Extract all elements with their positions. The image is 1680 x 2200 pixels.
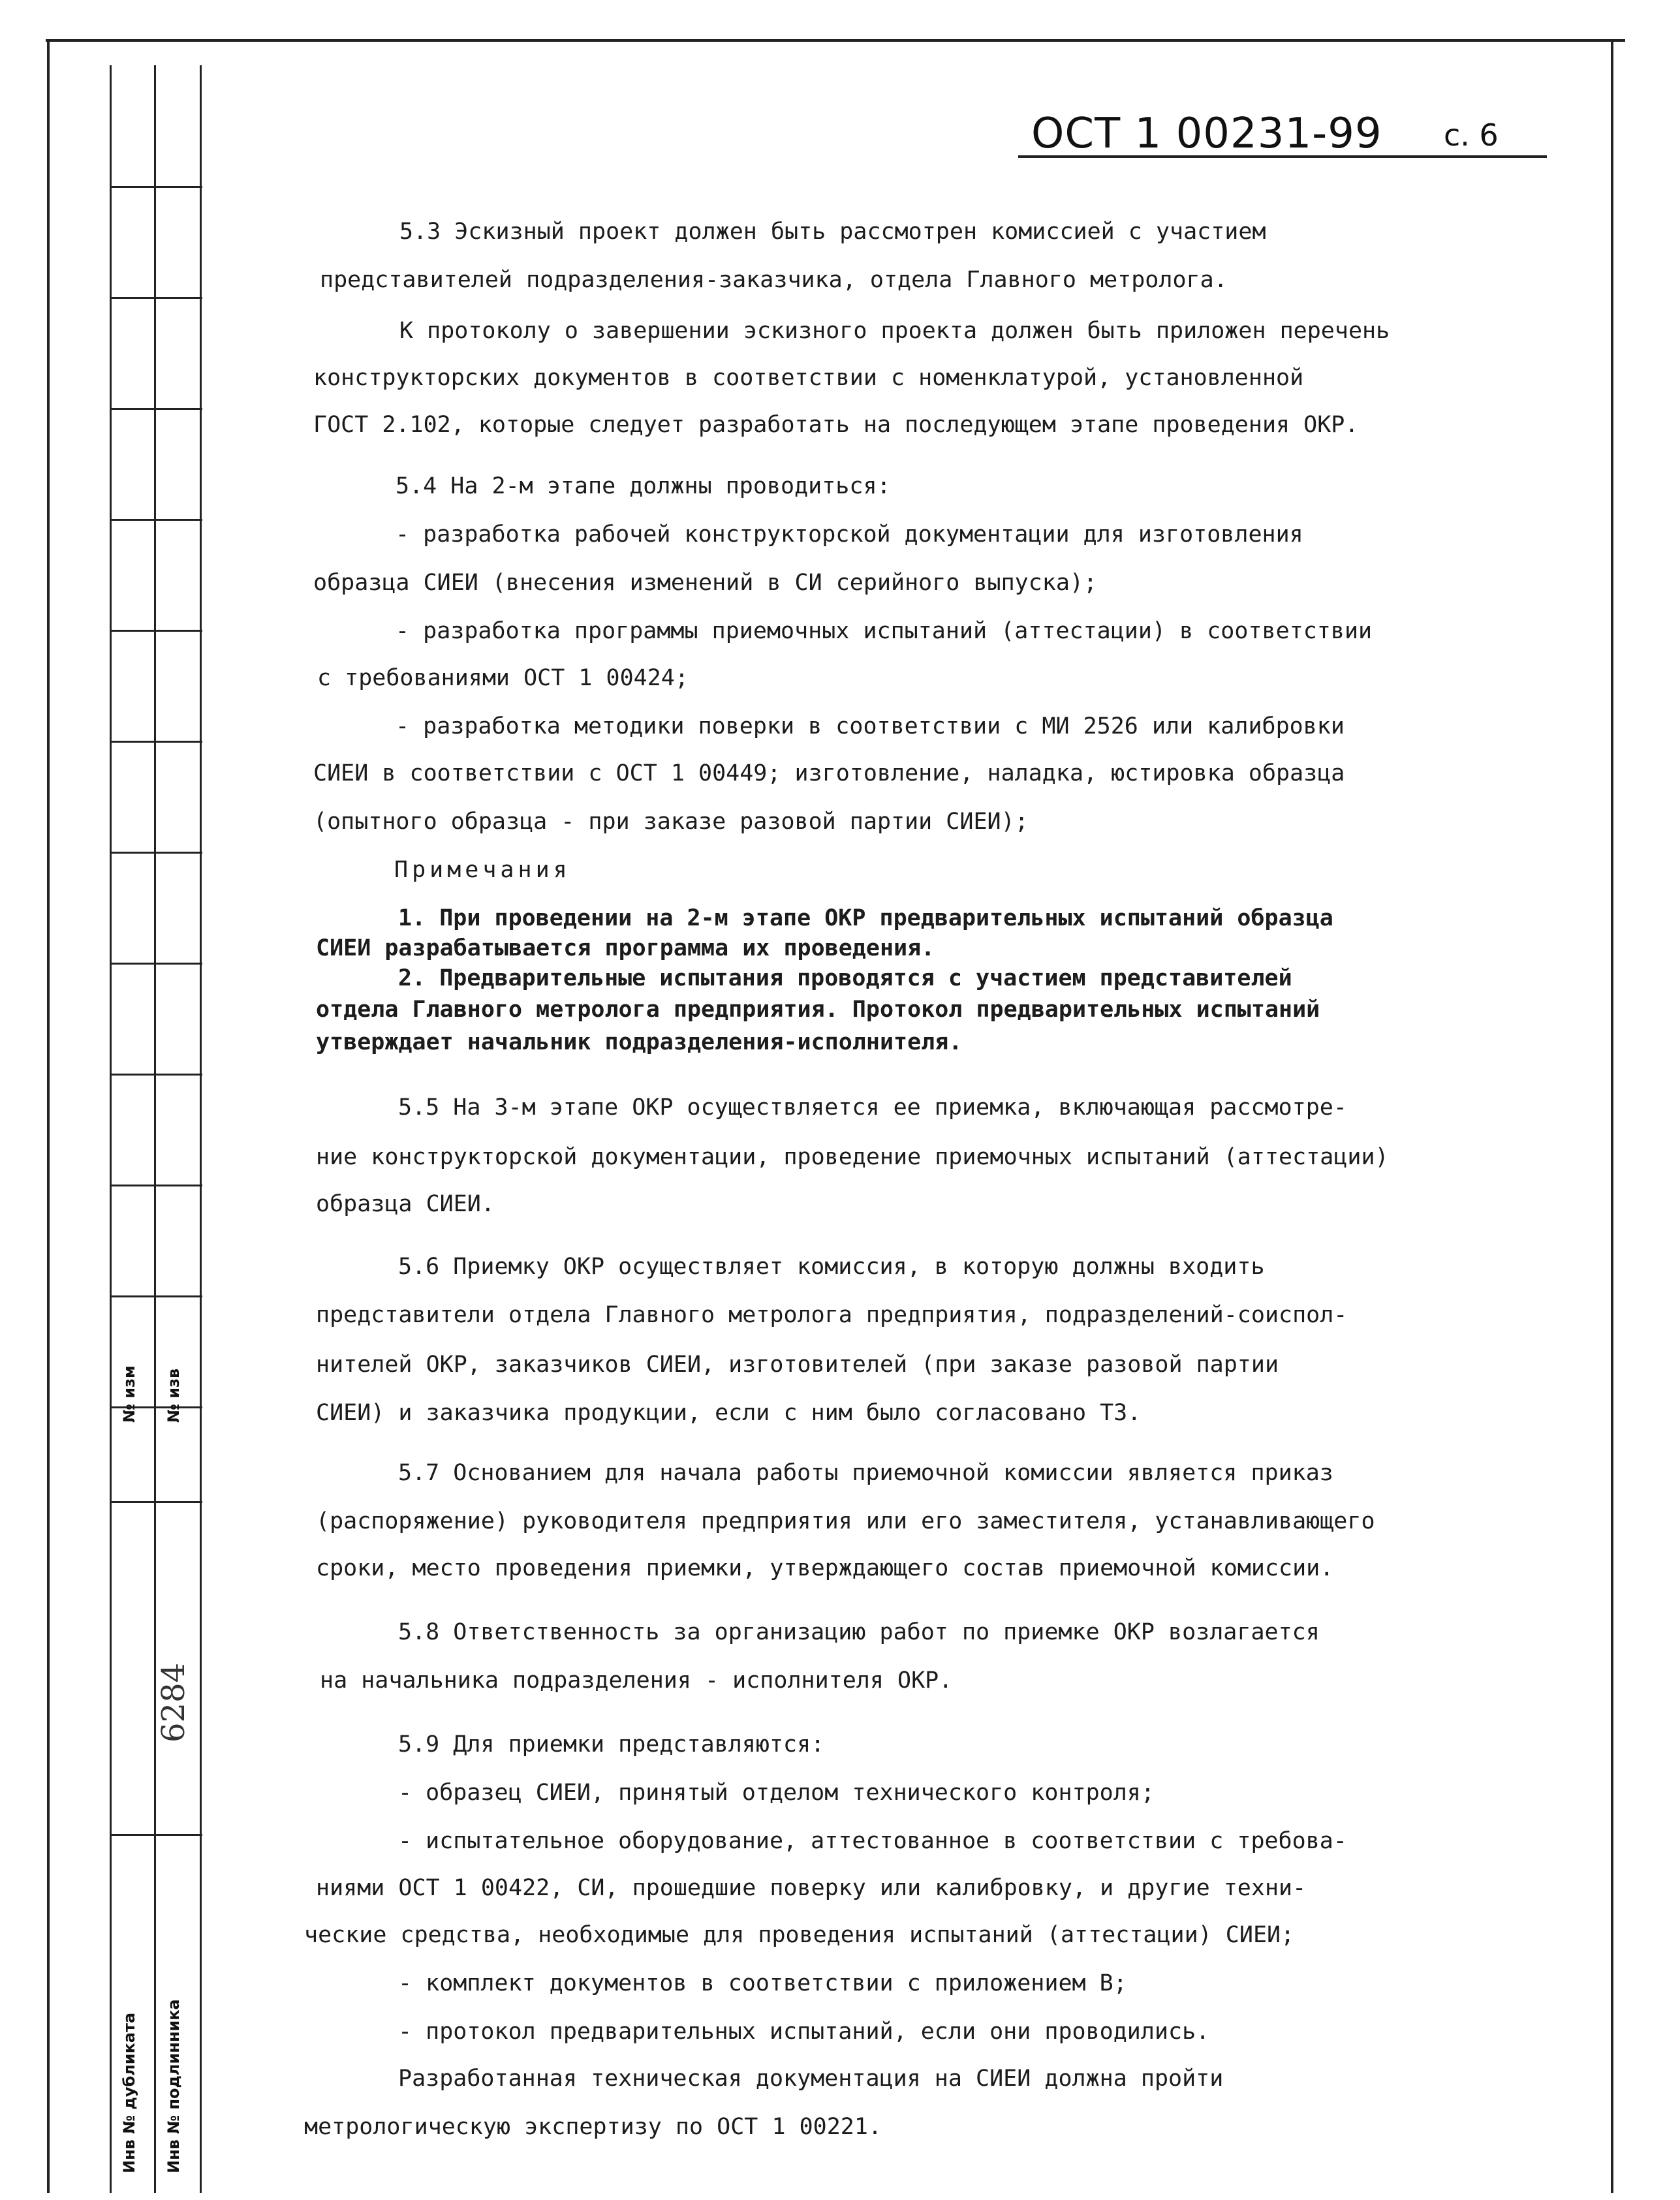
document-number: ОСТ 1 00231-99 [1031, 110, 1382, 158]
text-line: образца СИЕИ (внесения изменений в СИ серийного выпуска); [313, 570, 1098, 596]
sidebar-row-line [110, 186, 202, 188]
text-line: - комплект документов в соответствии с приложением В; [398, 1970, 1127, 1996]
page-frame-right [1611, 39, 1613, 2193]
sidebar-column-line [110, 65, 112, 2193]
sidebar-row-line [110, 297, 202, 299]
sidebar-podlinnik-label: Инв № подлинника [164, 1999, 183, 2173]
text-line: (распоряжение) руководителя предприятия или его заместителя, устанавливающего [316, 1508, 1375, 1534]
text-line: - разработка рабочей конструкторской документации для изготовления [396, 521, 1303, 548]
text-line: - протокол предварительных испытаний, если они проводились. [398, 2019, 1210, 2045]
text-line: 1. При проведении на 2-м этапе ОКР предварительных испытаний образца [398, 905, 1333, 931]
text-line: 2. Предварительные испытания проводятся с участием представителей [398, 965, 1292, 991]
text-line: 5.5 На 3-м этапе ОКР осуществляется ее приемка, включающая рассмотре- [398, 1094, 1347, 1121]
sidebar-row-line [110, 1074, 202, 1076]
text-line: - образец СИЕИ, принятый отделом технического контроля; [398, 1780, 1155, 1806]
sidebar-row-line [110, 408, 202, 410]
text-line: сроки, место проведения приемки, утверждающего состав приемочной комиссии. [316, 1555, 1334, 1581]
sidebar-row-line [110, 1185, 202, 1186]
sidebar-dublikat-label: Инв № дубликата [120, 2012, 138, 2173]
text-line: - разработка программы приемочных испытаний (аттестации) в соответствии [396, 618, 1373, 644]
sidebar-row-line [110, 519, 202, 521]
text-line: ГОСТ 2.102, которые следует разработать на последующем этапе проведения ОКР. [313, 412, 1359, 438]
header-underline [1018, 155, 1547, 158]
sidebar-column-line [154, 65, 156, 2193]
page-number: с. 6 [1444, 117, 1499, 153]
text-line: 5.6 Приемку ОКР осуществляет комиссия, в которую должны входить [398, 1254, 1265, 1280]
text-line: ниями ОСТ 1 00422, СИ, прошедшие поверку или калибровку, и другие техни- [316, 1875, 1307, 1901]
text-line: 5.8 Ответственность за организацию работ по приемке ОКР возлагается [398, 1619, 1320, 1645]
text-line: СИЕИ разрабатывается программа их проведения. [316, 935, 935, 961]
text-line: (опытного образца - при заказе разовой партии СИЕИ); [313, 809, 1029, 835]
text-line: конструкторских документов в соответствии с номенклатурой, установленной [313, 365, 1304, 391]
text-line: с требованиями ОСТ 1 00424; [317, 665, 689, 691]
text-line: 5.7 Основанием для начала работы приемочной комиссии является приказ [398, 1460, 1333, 1486]
sidebar-row-line [110, 1295, 202, 1297]
text-line: ние конструкторской документации, проведение приемочных испытаний (аттестации) [316, 1144, 1389, 1170]
text-line: метрологическую экспертизу по ОСТ 1 00221. [304, 2114, 882, 2140]
text-line: 5.3 Эскизный проект должен быть рассмотрен комиссией с участием [399, 219, 1266, 245]
text-line: образца СИЕИ. [316, 1191, 495, 1217]
text-line: Разработанная техническая документация на СИЕИ должна пройти [398, 2066, 1224, 2092]
sidebar-izm-label: № изм [120, 1365, 138, 1423]
text-line: на начальника подразделения - исполнителя ОКР. [320, 1667, 953, 1694]
text-line: представителей подразделения-заказчика, отдела Главного метролога. [320, 267, 1228, 293]
text-line: представители отдела Главного метролога предприятия, подразделений-соиспол- [316, 1302, 1348, 1328]
text-line: СИЕИ) и заказчика продукции, если с ним было согласовано ТЗ. [316, 1400, 1142, 1426]
text-line: 5.9 Для приемки представляются: [398, 1731, 825, 1758]
sidebar-row-line [110, 741, 202, 743]
sidebar-row-line [110, 852, 202, 854]
page-frame-top [46, 39, 1625, 42]
text-line: отдела Главного метролога предприятия. Протокол предварительных испытаний [316, 997, 1320, 1023]
text-line: 5.4 На 2-м этапе должны проводиться: [396, 473, 891, 499]
text-line: СИЕИ в соответствии с ОСТ 1 00449; изготовление, наладка, юстировка образца [313, 760, 1345, 786]
text-line: К протоколу о завершении эскизного проекта должен быть приложен перечень [399, 318, 1390, 344]
page-frame-left [47, 39, 50, 2193]
text-line: ческие средства, необходимые для проведения испытаний (аттестации) СИЕИ; [304, 1922, 1295, 1948]
text-line: - испытательное оборудование, аттестованное в соответствии с требова- [398, 1828, 1347, 1854]
sidebar-row-line [110, 1834, 202, 1836]
sidebar-column-line [200, 65, 202, 2193]
sidebar-row-line [110, 1501, 202, 1503]
sidebar-izv-label: № изв [164, 1368, 183, 1423]
sidebar-podlinnik-number: 6284 [155, 1662, 192, 1743]
sidebar-row-line [110, 963, 202, 965]
text-line: - разработка методики поверки в соответствии с МИ 2526 или калибровки [396, 713, 1345, 739]
sidebar-row-line [110, 630, 202, 632]
notes-heading: Примечания [394, 857, 571, 883]
text-line: нителей ОКР, заказчиков СИЕИ, изготовителей (при заказе разовой партии [316, 1352, 1279, 1378]
text-line: утверждает начальник подразделения-исполнителя. [316, 1029, 963, 1055]
